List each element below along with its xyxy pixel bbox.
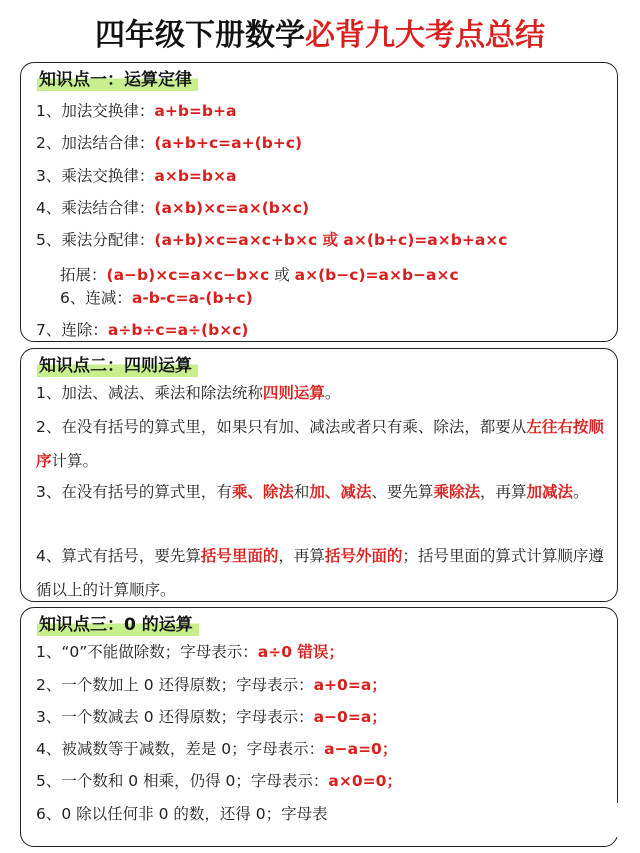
- rule-paragraph-3: 3、在没有括号的算式里，有乘、除法和加、减法、要先算乘除法，再算加减法。: [36, 483, 589, 501]
- law-item-2: 2、加法结合律：(a+b+c=a+(b+c): [36, 134, 303, 152]
- law-item-3: 3、乘法交换律：a×b=b×a: [36, 167, 237, 185]
- title-red: 必背九大考点总结: [305, 18, 545, 53]
- zero-rule-3: 3、一个数减去 0 还得原数；字母表示：a−0=a；: [36, 708, 387, 726]
- law-item-6: 6、连减：a-b-c=a-(b+c): [60, 289, 253, 307]
- law-item-7: 7、连除：a÷b÷c=a÷(b×c): [36, 321, 249, 339]
- page-title: [0, 14, 640, 58]
- section-heading-2: 知识点二：四则运算: [37, 353, 198, 379]
- section-heading-1: 知识点一：运算定律: [37, 67, 198, 93]
- zero-rule-5: 5、一个数和 0 相乘，仍得 0；字母表示：a×0=0；: [36, 772, 402, 790]
- rule-paragraph-1: 1、加法、减法、乘法和除法统称四则运算。: [36, 384, 341, 402]
- law-item-1: 1、加法交换律：a+b=b+a: [36, 102, 237, 120]
- fade-overlay: [372, 803, 622, 837]
- law-item-5: 5、乘法分配律：(a+b)×c=a×c+b×c 或 a×(b+c)=a×b+a×c: [36, 231, 508, 249]
- title-black: 四年级下册数学: [95, 18, 305, 53]
- zero-rule-4: 4、被减数等于减数，差是 0；字母表示：a−a=0；: [36, 740, 398, 758]
- rule-paragraph-4: 4、算式有括号，要先算括号里面的，再算括号外面的；括号里面的算式计算顺序遵循以上的计算顺序。: [36, 547, 604, 599]
- law-item-4: 4、乘法结合律：(a×b)×c=a×(b×c): [36, 199, 310, 217]
- rule-paragraph-2: 2、在没有括号的算式里，如果只有加、减法或者只有乘、除法，都要从左往右按顺序计算。: [36, 418, 604, 470]
- law-extension: 拓展：(a−b)×c=a×c−b×c 或 a×(b−c)=a×b−a×c: [60, 266, 459, 284]
- section-heading-3: 知识点三：0 的运算: [37, 612, 199, 638]
- zero-rule-6: 6、0 除以任何非 0 的数，还得 0；字母表: [36, 805, 328, 823]
- zero-rule-1: 1、“0”不能做除数；字母表示：a÷0 错误；: [36, 643, 344, 661]
- zero-rule-2: 2、一个数加上 0 还得原数；字母表示：a+0=a；: [36, 676, 387, 694]
